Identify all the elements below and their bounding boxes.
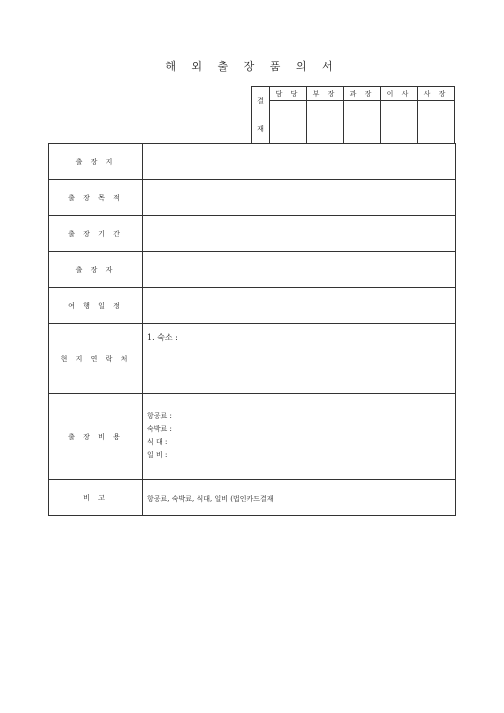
field-itinerary[interactable]: [143, 288, 456, 324]
signature-box-president[interactable]: [418, 101, 455, 144]
cost-lodging: 숙박료 :: [147, 425, 172, 433]
label-period: 출 장 기 간: [49, 216, 143, 252]
field-traveler[interactable]: [143, 252, 456, 288]
cost-meals: 식 대 :: [147, 438, 168, 446]
approval-label-top: 결: [257, 97, 264, 105]
approval-role-general-manager: 부 장: [307, 87, 344, 101]
label-traveler: 출 장 자: [49, 252, 143, 288]
signature-box-director[interactable]: [381, 101, 418, 144]
approval-label: [252, 87, 270, 144]
trip-form-table: [48, 143, 456, 516]
label-contact: 현 지 연 락 처: [49, 324, 143, 394]
cost-airfare: 항공료 :: [147, 412, 172, 420]
field-purpose[interactable]: [143, 180, 456, 216]
approval-role-section-chief: 과 장: [344, 87, 381, 101]
approval-role-president: 사 장: [418, 87, 455, 101]
approval-role-director: 이 사: [381, 87, 418, 101]
signature-box-section-chief[interactable]: [344, 101, 381, 144]
contact-lodging: 1. 숙소 :: [147, 333, 178, 342]
field-period[interactable]: [143, 216, 456, 252]
cost-per-diem: 일 비 :: [147, 451, 168, 459]
field-contact[interactable]: [143, 324, 456, 394]
approval-label-bottom: 재: [257, 125, 264, 133]
label-destination: 출 장 지: [49, 144, 143, 180]
approval-role-staff: 담 당: [270, 87, 307, 101]
approval-table: [251, 86, 455, 144]
label-purpose: 출 장 목 적: [49, 180, 143, 216]
note-text: 항공료, 숙박료, 식대, 일비 (법인카드결재: [147, 495, 274, 503]
label-note: 비 고: [49, 480, 143, 516]
label-itinerary: 여 행 일 정: [49, 288, 143, 324]
label-cost: 출 장 비 용: [49, 394, 143, 480]
field-cost[interactable]: [143, 394, 456, 480]
document-title: 해 외 출 장 품 의 서: [165, 60, 339, 73]
field-note[interactable]: [143, 480, 456, 516]
signature-box-general-manager[interactable]: [307, 101, 344, 144]
field-destination[interactable]: [143, 144, 456, 180]
signature-box-staff[interactable]: [270, 101, 307, 144]
